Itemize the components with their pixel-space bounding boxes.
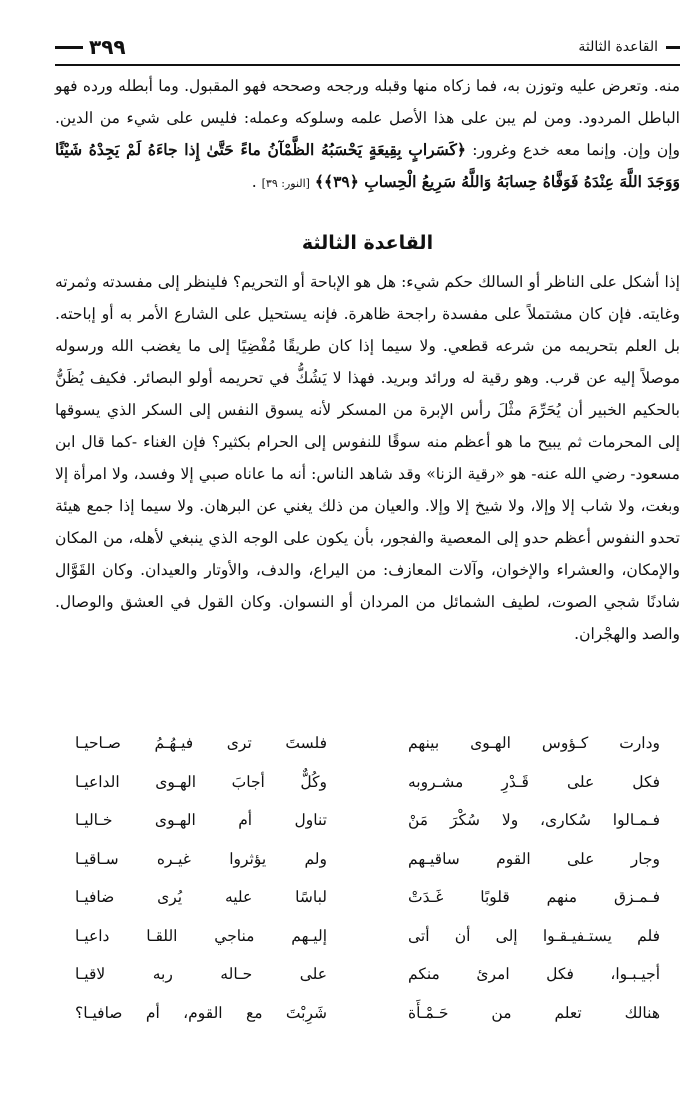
section-body: إذا أشكل على الناظر أو السالك حكم شيء: هل هو الإباحة أو التحريم؟ فلينظر إلى مفسدته وثمرته وغايته. فإن كان مشتملاً على مفسدة راجحة ظاهرة. فإنه يستحيل على الشارع الأمر به أو إباحته. بل العلم بتحريمه من شرعه قطعي. ولا سيما إذا كان طريقًا مُفْضِيًا إلى ما يغضب الله ورسوله موصلاً إليه عن قرب. وهو رقية له ورائد وبريد. فهذا لا يَشُكُّ في تحريمه أولو البصائر. فكيف يُظَنُّ بالحكيم الخبير أن يُحَرِّمَ مثْلَ رأس الإبرة من المسكر لأنه يسوق النفس إلى السكر الذي يسوقها إلى المحرمات ثم يبيح ما هو أعظم منه سوقًا للنفوس إلى الحرام بكثير؟ فإن الغناء -كما قال ابن مسعود- رضي الله عنه- هو «رقية الزنا» وقد شاهد الناس: أنه ما عاناه صبي إلا وفسد، ولا امرأة إلا وبغت، ولا شاب إلا وإلا، ولا شيخ إلا وإلا. والعيان من ذلك يغني عن البرهان. ولا سيما إذا جمع هيئة تحدو النفوس أعظم حدو إلى المعصية والفجور، بأن يكون على الوجه الذي ينبغي لأهله، من المكان والإمكان، والعشراء والإخوان، وآلات المعازف: من اليراع، والدف، والأوتار والعيدان. وكان القَوَّال شادنًا شجي الصوت، لطيف الشمائل من المردان أو النسوان. وكان القول في العشق والوصال. والصد والهجْران.: [55, 273, 680, 643]
poem-verse: [75, 955, 660, 994]
running-title: القاعدة الثالثة: [578, 39, 658, 55]
verse-first-hemistich: هنالك تعلم من حَـمْـأَة: [408, 1003, 660, 1022]
page-header: [55, 30, 680, 64]
verse-first-hemistich: فلم يستـفيـقـوا إلى أن أتى: [408, 926, 660, 945]
verse-reference: [النور: ٣٩]: [261, 177, 310, 190]
verse-first-hemistich: وجار على القوم ساقيـهم: [408, 849, 660, 868]
verse-second-hemistich: على حـاله ربه لاقيـا: [75, 965, 327, 984]
header-dash-small: [666, 46, 680, 49]
verse-first-hemistich: ودارت كـؤوس الهـوى بينهم: [408, 734, 660, 753]
page-number: ٣٩٩: [89, 35, 126, 59]
verse-second-hemistich: ولم يؤثروا غيـره سـاقيـا: [75, 849, 327, 868]
poem-verse: [75, 917, 660, 956]
header-rule: [55, 64, 680, 66]
verse-first-hemistich: فـمـزق منهم قلوبًا غَـدَتْ: [408, 888, 660, 907]
poem-verse: [75, 994, 660, 1033]
verse-first-hemistich: فـمـالوا سُكارى، ولا سُكْرَ مَنْ: [408, 811, 660, 830]
verse-second-hemistich: وكُلٌّ أجابَ الهـوى الداعيـا: [75, 772, 327, 791]
verse-second-hemistich: تناول أم الهـوى خـاليـا: [75, 811, 327, 830]
section-heading: القاعدة الثالثة: [301, 232, 434, 254]
verse-second-hemistich: فلستَ ترى فيـهُـمُ صـاحيـا: [75, 734, 327, 753]
poem-verse: [75, 878, 660, 917]
poem: [75, 724, 660, 1032]
verse-second-hemistich: إليـهم مناجي اللقـا داعيـا: [75, 926, 327, 945]
page-number-block: [55, 35, 126, 59]
poem-verse: [75, 763, 660, 802]
quran-verse: ﴿كَسَرابٍ بِقِيعَةٍ يَحْسَبُهُ الظَّمْآنُ ماءً حَتَّىٰ إِذا جاءَهُ لَمْ يَجِدْهُ شَيْئًا وَوَجَدَ اللَّهَ عِنْدَهُ فَوَفَّاهُ حِسابَهُ وَاللَّهُ سَرِيعُ الْحِسابِ ﴿٣٩﴾﴾: [55, 140, 680, 191]
running-title-block: [578, 39, 680, 55]
intro-text: منه. وتعرض عليه وتوزن به، فما زكاه منها وقبله ورجحه وصححه فهو المقبول. وما أبطله ورده فهو الباطل المردود. ومن لم يبن على هذا الأصل علمه وسلوكه وعمله: فليس على شيء من الدين. وإن وإن. وإنما معه خدع وغرور:: [55, 77, 680, 159]
verse-first-hemistich: فكل على قَـدْرِ مشـروبه: [408, 772, 660, 791]
verse-first-hemistich: أجيـبـوا، فكل امرئ منكم: [408, 965, 660, 984]
poem-verse: [75, 840, 660, 879]
header-dash: [55, 46, 83, 49]
verse-second-hemistich: لباسًا عليه يُرى ضافيـا: [75, 888, 327, 907]
poem-verse: [75, 724, 660, 763]
intro-end: .: [251, 173, 257, 191]
intro-paragraph: [55, 70, 680, 200]
verse-second-hemistich: شَرِبْتَ مع القوم، أم صافيـا؟: [75, 1003, 327, 1022]
poem-verse: [75, 801, 660, 840]
